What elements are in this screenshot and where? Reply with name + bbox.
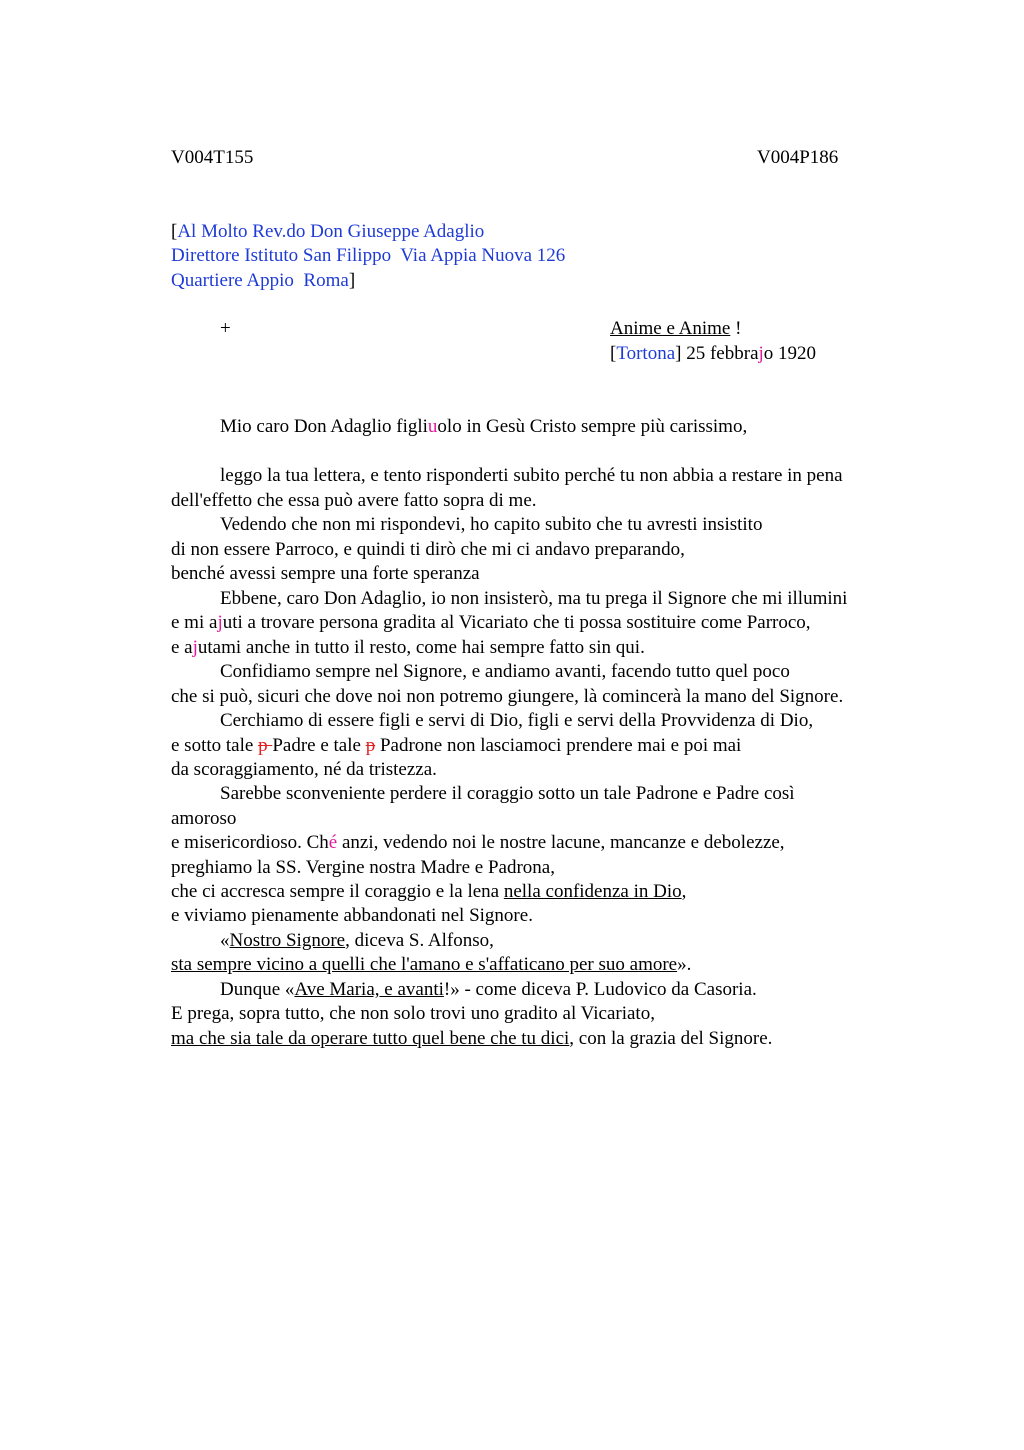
body-line: amoroso [171,808,237,829]
body-line: Confidiamo sempre nel Signore, e andiamo avanti, facendo tutto quel poco [220,661,790,682]
body-line: e sotto tale p Padre e tale p Padrone non lasciamoci prendere mai e poi mai [171,735,742,756]
body-line: ma che sia tale da operare tutto quel bene che tu dici, con la grazia del Signore. [171,1028,773,1049]
body-line: leggo la tua lettera, e tento risponderti subito perché tu non abbia a restare in pena [220,465,843,486]
body-line: che si può, sicuri che dove noi non potremo giungere, là comincerà la mano del Signore. [171,686,844,707]
motto: Anime e Anime ! [610,318,742,339]
body-line: Vedendo che non mi rispondevi, ho capito subito che tu avresti insistito [220,514,763,535]
body-line: Sarebbe sconveniente perdere il coraggio sotto un tale Padrone e Padre così [220,783,795,804]
body-line: di non essere Parroco, e quindi ti dirò che mi ci andavo preparando, [171,539,685,560]
address-line-3: Quartiere Appio Roma] [171,270,356,291]
body-line: e viviamo pienamente abbandonati nel Signore. [171,905,533,926]
address-line-1: [Al Molto Rev.do Don Giuseppe Adaglio [171,221,485,242]
body-line: e misericordioso. Ché anzi, vedendo noi le nostre lacune, mancanze e debolezze, [171,832,785,853]
body-line: e ajutami anche in tutto il resto, come hai sempre fatto sin qui. [171,637,645,658]
body-line: E prega, sopra tutto, che non solo trovi uno gradito al Vicariato, [171,1003,655,1024]
body-line: Dunque «Ave Maria, e avanti!» - come diceva P. Ludovico da Casoria. [220,979,757,1000]
body-line: sta sempre vicino a quelli che l'amano e s'affaticano per suo amore». [171,954,692,975]
salutation: Mio caro Don Adaglio figliuolo in Gesù Cristo sempre più carissimo, [220,416,748,437]
body-line: Cerchiamo di essere figli e servi di Dio, figli e servi della Provvidenza di Dio, [220,710,814,731]
body-line: benché avessi sempre una forte speranza [171,563,480,584]
body-line: preghiamo la SS. Vergine nostra Madre e Padrona, [171,857,555,878]
document-code-right: V004P186 [757,147,839,168]
body-line: che ci accresca sempre il coraggio e la lena nella confidenza in Dio, [171,881,687,902]
address-line-2: Direttore Istituto San Filippo Via Appia Nuova 126 [171,245,566,266]
body-line: Ebbene, caro Don Adaglio, io non insisterò, ma tu prega il Signore che mi illumini [220,588,848,609]
strikethrough-correction: p [365,735,376,756]
body-line: da scoraggiamento, né da tristezza. [171,759,437,780]
place-date: [Tortona] 25 febbrajo 1920 [610,343,817,364]
body-line: «Nostro Signore, diceva S. Alfonso, [220,930,494,951]
strikethrough-correction: p [258,735,273,756]
body-line: dell'effetto che essa può avere fatto sopra di me. [171,490,537,511]
document-code-left: V004T155 [171,147,254,168]
body-line: e mi ajuti a trovare persona gradita al Vicariato che ti possa sostituire come Parroco, [171,612,811,633]
cross-mark: + [220,318,231,339]
